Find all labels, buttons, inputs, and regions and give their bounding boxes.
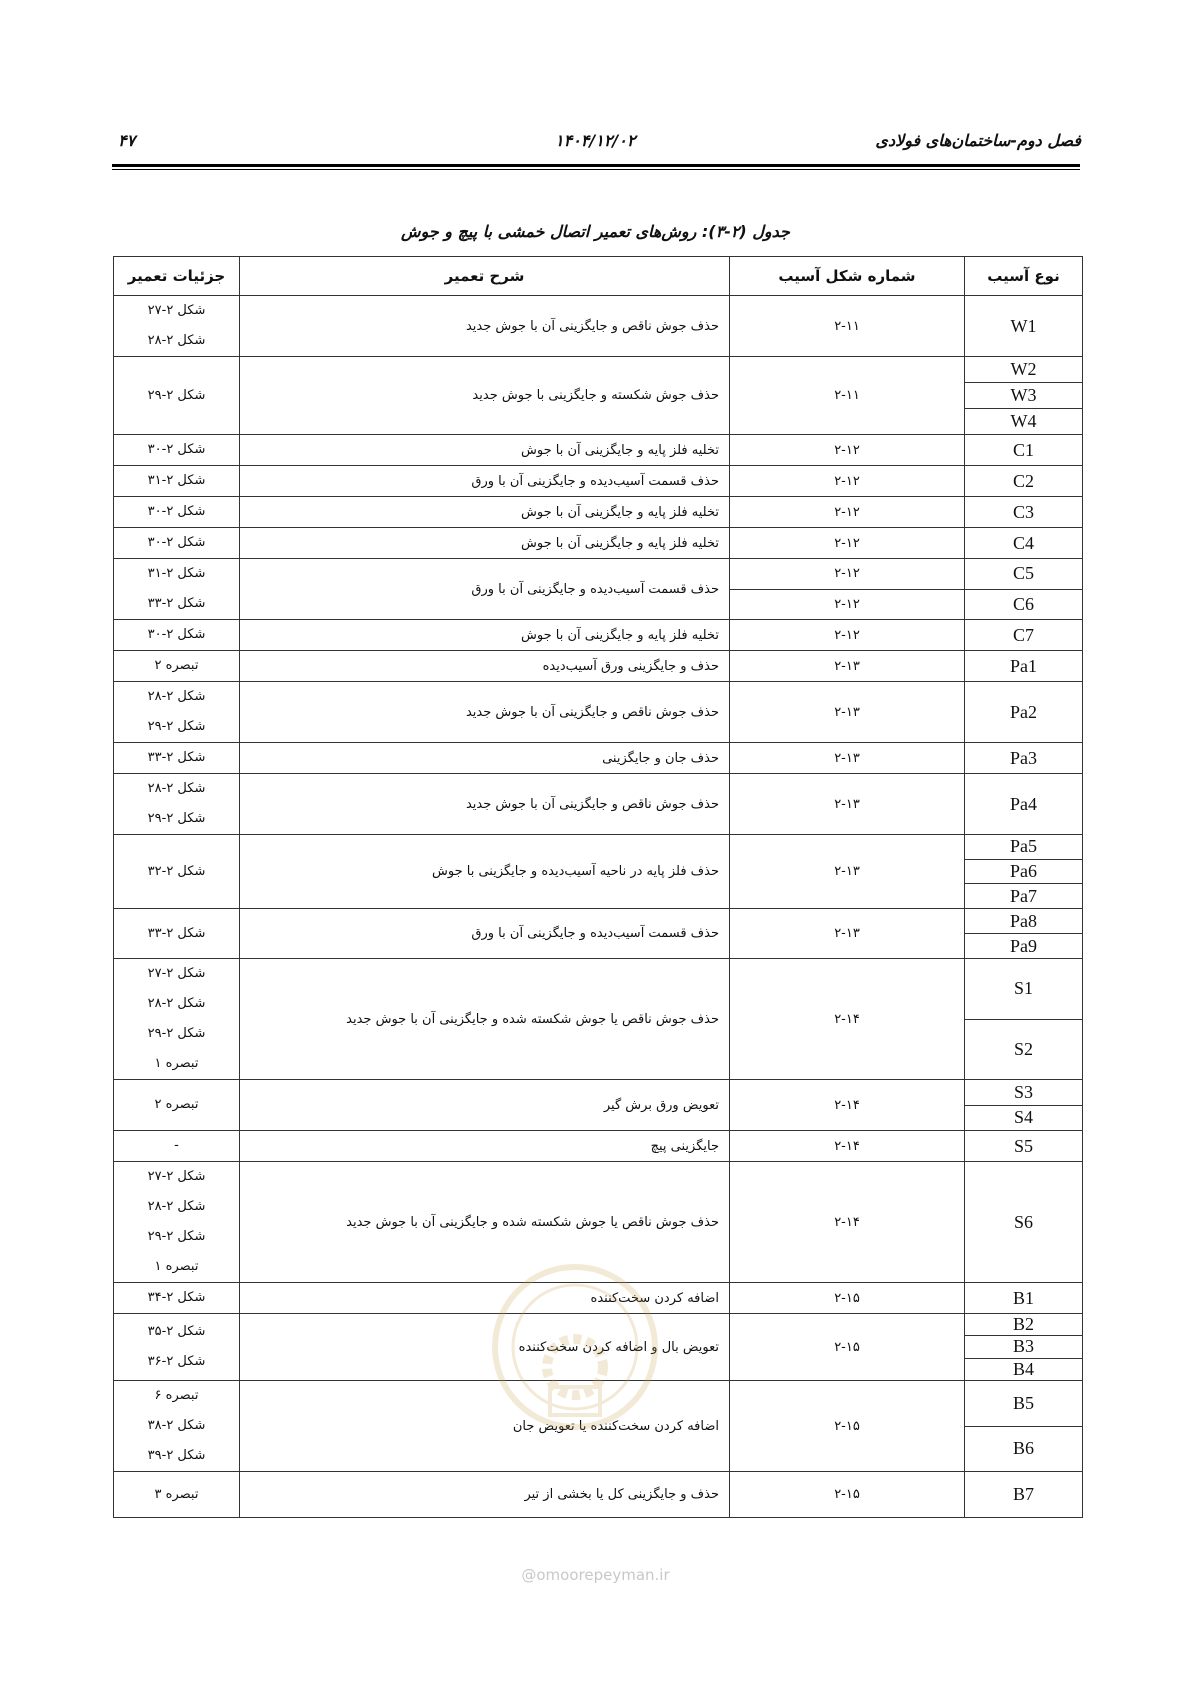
figure-number: ۲-۱۲ [834, 473, 860, 489]
figure-number-cell [730, 296, 965, 357]
damage-type-cell [965, 1283, 1083, 1314]
figure-number-cell [730, 1131, 965, 1162]
repair-detail-ref: - [174, 1138, 179, 1153]
repair-description: تعویض بال و اضافه کردن سخت‌کننده [240, 1314, 730, 1381]
figure-number: ۲-۱۲ [834, 442, 860, 458]
repair-details-cell [114, 682, 240, 743]
repair-details-cell [114, 774, 240, 835]
repair-details-cell [114, 466, 240, 497]
damage-type: B3 [965, 1335, 1082, 1357]
figure-number-cell [730, 909, 965, 959]
figure-number-cell [730, 497, 965, 528]
damage-type: W3 [965, 382, 1082, 408]
damage-type: B5 [1012, 1392, 1034, 1413]
repair-detail-ref: تبصره ۶ [154, 1388, 199, 1403]
repair-detail-ref: شکل ۲-۳۳ [147, 596, 206, 611]
damage-type-cell [965, 1162, 1083, 1283]
repair-detail-ref: شکل ۲-۳۸ [147, 1418, 206, 1433]
repair-description: حذف قسمت آسیب‌دیده و جایگزینی آن با ورق [240, 466, 730, 497]
repair-description: حذف جوش ناقص و جایگزینی آن با جوش جدید [240, 774, 730, 835]
repair-details-cell [114, 528, 240, 559]
table-row [114, 357, 1083, 435]
repair-detail-ref: شکل ۲-۲۸ [147, 689, 206, 704]
table-row [114, 1131, 1083, 1162]
repair-details-cell [114, 959, 240, 1080]
table-row [114, 435, 1083, 466]
damage-type: Pa6 [965, 859, 1082, 884]
damage-type: B7 [1012, 1484, 1034, 1504]
figure-number: ۲-۱۴ [834, 1097, 860, 1113]
table-row [114, 774, 1083, 835]
header-rule-thick [112, 164, 1080, 167]
figure-number: ۲-۱۳ [834, 796, 860, 812]
table-row [114, 497, 1083, 528]
repair-detail-ref: شکل ۲-۳۰ [147, 504, 206, 519]
figure-number: ۲-۱۲ [834, 627, 860, 643]
repair-details-cell [114, 835, 240, 909]
figure-number: ۲-۱۱ [834, 318, 860, 334]
repair-detail-ref: شکل ۲-۲۸ [147, 1199, 206, 1214]
damage-type: W1 [1010, 315, 1037, 336]
repair-detail-ref: تبصره ۱ [154, 1056, 199, 1071]
figure-number-cell [730, 1381, 965, 1472]
header-date: ۱۴۰۴/۱۲/۰۲ [555, 131, 636, 150]
repair-details-cell [114, 357, 240, 435]
table-row [114, 651, 1083, 682]
figure-number-cell [730, 1283, 965, 1314]
damage-type-cell [965, 435, 1083, 466]
repair-description: حذف جوش ناقص یا جوش شکسته شده و جایگزینی آن با جوش جدید [240, 959, 730, 1080]
page-number: ۴۷ [118, 131, 136, 150]
damage-type-cell [965, 1080, 1083, 1131]
repair-description: تخلیه فلز پایه و جایگزینی آن با جوش [240, 528, 730, 559]
figure-number-cell [730, 1162, 965, 1283]
damage-type: Pa9 [965, 933, 1082, 958]
damage-type: C6 [965, 589, 1082, 620]
repair-description: حذف جوش شکسته و جایگزینی با جوش جدید [240, 357, 730, 435]
damage-type-cell [965, 1314, 1083, 1381]
damage-type-cell [965, 651, 1083, 682]
figure-number-cell [730, 835, 965, 909]
damage-type: S2 [965, 1019, 1082, 1080]
table-row [114, 466, 1083, 497]
figure-number: ۲-۱۳ [834, 704, 860, 720]
repair-detail-ref: شکل ۲-۳۳ [147, 750, 206, 765]
damage-type-cell [965, 296, 1083, 357]
repair-detail-ref: شکل ۲-۳۳ [147, 925, 206, 941]
repair-details-cell [114, 651, 240, 682]
figure-number-cell [730, 1472, 965, 1518]
figure-number: ۲-۱۵ [834, 1290, 860, 1306]
table-row [114, 620, 1083, 651]
repair-description: حذف فلز پایه در ناحیه آسیب‌دیده و جایگزینی با جوش [240, 835, 730, 909]
table-row [114, 743, 1083, 774]
damage-type: C2 [1012, 470, 1034, 491]
repair-details-cell [114, 497, 240, 528]
repair-detail-ref: تبصره ۳ [154, 1486, 199, 1502]
figure-number: ۲-۱۵ [834, 1339, 860, 1355]
damage-type-cell [965, 466, 1083, 497]
table-row [114, 835, 1083, 909]
repair-detail-ref: شکل ۲-۲۹ [147, 1026, 206, 1041]
damage-type: S6 [1013, 1211, 1033, 1232]
damage-type: B4 [965, 1358, 1082, 1380]
repair-detail-ref: شکل ۲-۳۵ [147, 1324, 206, 1339]
damage-type: Pa8 [1010, 910, 1037, 931]
damage-type: B2 [1012, 1314, 1034, 1335]
repair-detail-ref: شکل ۲-۲۷ [147, 1169, 206, 1184]
repair-detail-ref: شکل ۲-۲۷ [147, 303, 206, 318]
table-row [114, 559, 1083, 620]
repair-detail-ref: شکل ۲-۲۷ [147, 966, 206, 981]
damage-type-cell [965, 682, 1083, 743]
table-row [114, 682, 1083, 743]
figure-number: ۲-۱۲ [834, 504, 860, 520]
damage-type: Pa2 [1010, 701, 1037, 722]
figure-number: ۲-۱۳ [834, 658, 860, 674]
figure-number-cell [730, 651, 965, 682]
figure-number: ۲-۱۲ [730, 589, 964, 620]
damage-type: Pa5 [1010, 836, 1037, 857]
table-row [114, 528, 1083, 559]
damage-type: B1 [1012, 1287, 1034, 1308]
repair-details-cell [114, 559, 240, 620]
repair-description: اضافه کردن سخت‌کننده [240, 1283, 730, 1314]
damage-type-cell [965, 909, 1083, 959]
damage-type-cell [965, 559, 1083, 620]
damage-type-cell [965, 835, 1083, 909]
damage-type-cell [965, 528, 1083, 559]
repair-description: حذف قسمت آسیب‌دیده و جایگزینی آن با ورق [240, 909, 730, 959]
damage-type: C3 [1012, 501, 1034, 522]
repair-detail-ref: شکل ۲-۲۹ [147, 811, 206, 826]
repair-detail-ref: تبصره ۲ [154, 658, 199, 673]
header-rule-thin [112, 169, 1080, 170]
figure-number-cell [730, 1314, 965, 1381]
figure-number-cell [730, 466, 965, 497]
table-row [114, 296, 1083, 357]
repair-details-cell [114, 1314, 240, 1381]
repair-detail-ref: شکل ۲-۳۱ [147, 473, 206, 488]
damage-type: Pa4 [1010, 793, 1037, 814]
damage-type: W2 [1010, 359, 1037, 379]
damage-type: S5 [1013, 1135, 1033, 1156]
repair-detail-ref: شکل ۲-۳۶ [147, 1354, 206, 1369]
repair-details-cell [114, 1283, 240, 1314]
table-row [114, 1080, 1083, 1131]
repair-detail-ref: تبصره ۱ [154, 1259, 199, 1274]
damage-type-cell [965, 620, 1083, 651]
repair-description: حذف جوش ناقص یا جوش شکسته شده و جایگزینی آن با جوش جدید [240, 1162, 730, 1283]
repair-detail-ref: شکل ۲-۲۹ [147, 1229, 206, 1244]
figure-number-cell [730, 1080, 965, 1131]
figure-number: ۲-۱۲ [834, 566, 860, 582]
header-description: شرح تعمیر [240, 257, 730, 296]
figure-number: ۲-۱۴ [834, 1138, 860, 1154]
repair-description: اضافه کردن سخت‌کننده یا تعویض جان [240, 1381, 730, 1472]
damage-type: C5 [1012, 563, 1034, 584]
figure-number: ۲-۱۵ [834, 1418, 860, 1434]
damage-type-cell [965, 1381, 1083, 1472]
repair-description: حذف قسمت آسیب‌دیده و جایگزینی آن با ورق [240, 559, 730, 620]
figure-number: ۲-۱۲ [834, 535, 860, 551]
figure-number-cell [730, 435, 965, 466]
table-row [114, 1472, 1083, 1518]
repair-detail-ref: شکل ۲-۳۰ [147, 535, 206, 550]
damage-type-cell [965, 743, 1083, 774]
repair-description: حذف و جایگزینی ورق آسیب‌دیده [240, 651, 730, 682]
figure-number-cell [730, 620, 965, 651]
watermark-logo [490, 1262, 660, 1432]
repair-detail-ref: شکل ۲-۳۹ [147, 1448, 206, 1463]
header-figure-number: شماره شکل آسیب [730, 257, 965, 296]
repair-detail-ref: شکل ۲-۳۴ [147, 1290, 206, 1305]
damage-type: W4 [965, 408, 1082, 434]
figure-number-cell [730, 559, 965, 620]
repair-detail-ref: شکل ۲-۲۸ [147, 781, 206, 796]
repair-details-cell [114, 1131, 240, 1162]
repair-details-cell [114, 620, 240, 651]
damage-type-cell [965, 357, 1083, 435]
repair-detail-ref: شکل ۲-۲۹ [147, 719, 206, 734]
header-details: جزئیات تعمیر [114, 257, 240, 296]
figure-number-cell [730, 682, 965, 743]
damage-type: Pa7 [965, 883, 1082, 908]
repair-details-cell [114, 1162, 240, 1283]
repair-description: تخلیه فلز پایه و جایگزینی آن با جوش [240, 435, 730, 466]
repair-detail-ref: شکل ۲-۲۸ [147, 996, 206, 1011]
figure-number-cell [730, 774, 965, 835]
repair-description: حذف جوش ناقص و جایگزینی آن با جوش جدید [240, 296, 730, 357]
repair-details-cell [114, 296, 240, 357]
repair-description: حذف جان و جایگزینی [240, 743, 730, 774]
figure-number: ۲-۱۳ [834, 926, 860, 941]
figure-number-cell [730, 959, 965, 1080]
damage-type: S4 [965, 1105, 1082, 1131]
figure-number: ۲-۱۴ [834, 1214, 860, 1230]
repair-description: تعویض ورق برش گیر [240, 1080, 730, 1131]
damage-type: S1 [1013, 978, 1033, 999]
watermark-text: @omoorepeyman.ir [521, 1566, 670, 1584]
figure-number-cell [730, 528, 965, 559]
repair-details-cell [114, 743, 240, 774]
damage-type: S3 [1013, 1081, 1033, 1102]
damage-type: C1 [1012, 439, 1034, 460]
repair-detail-ref: تبصره ۲ [154, 1097, 199, 1112]
repair-details-cell [114, 1080, 240, 1131]
figure-number: ۲-۱۴ [834, 1011, 860, 1027]
repair-detail-ref: شکل ۲-۲۸ [147, 333, 206, 348]
table-row [114, 909, 1083, 959]
repair-description: جایگزینی پیچ [240, 1131, 730, 1162]
damage-type: B6 [965, 1426, 1082, 1472]
repair-detail-ref: شکل ۲-۳۲ [147, 863, 206, 879]
damage-type: C7 [1012, 624, 1034, 645]
repair-description: حذف جوش ناقص و جایگزینی آن با جوش جدید [240, 682, 730, 743]
repair-details-cell [114, 1472, 240, 1518]
chapter-title: فصل دوم-ساختمان‌های فولادی [875, 131, 1081, 150]
repair-details-cell [114, 1381, 240, 1472]
damage-type: C4 [1012, 532, 1034, 553]
table-row [114, 959, 1083, 1080]
table-caption: جدول (۲-۳): روش‌های تعمیر اتصال خمشی با پیچ و جوش [401, 222, 790, 241]
repair-details-cell [114, 435, 240, 466]
damage-type-cell [965, 774, 1083, 835]
damage-type: Pa1 [1010, 655, 1037, 676]
figure-number: ۲-۱۳ [834, 864, 860, 879]
repair-detail-ref: شکل ۲-۳۱ [147, 566, 206, 581]
figure-number-cell [730, 357, 965, 435]
repair-description: تخلیه فلز پایه و جایگزینی آن با جوش [240, 620, 730, 651]
repair-description: حذف و جایگزینی کل یا بخشی از تیر [240, 1472, 730, 1518]
figure-number: ۲-۱۳ [834, 750, 860, 766]
repair-detail-ref: شکل ۲-۲۹ [147, 387, 206, 403]
repair-detail-ref: شکل ۲-۳۰ [147, 442, 206, 457]
damage-type-cell [965, 1131, 1083, 1162]
figure-number: ۲-۱۵ [834, 1487, 860, 1502]
repair-detail-ref: شکل ۲-۳۰ [147, 627, 206, 642]
damage-type-cell [965, 497, 1083, 528]
repair-details-cell [114, 909, 240, 959]
damage-type-cell [965, 1472, 1083, 1518]
damage-type: Pa3 [1010, 747, 1037, 768]
figure-number-cell [730, 743, 965, 774]
header-damage-type: نوع آسیب [965, 257, 1083, 296]
damage-type-cell [965, 959, 1083, 1080]
repair-description: تخلیه فلز پایه و جایگزینی آن با جوش [240, 497, 730, 528]
table-header-row [114, 257, 1083, 296]
figure-number: ۲-۱۱ [834, 388, 860, 403]
